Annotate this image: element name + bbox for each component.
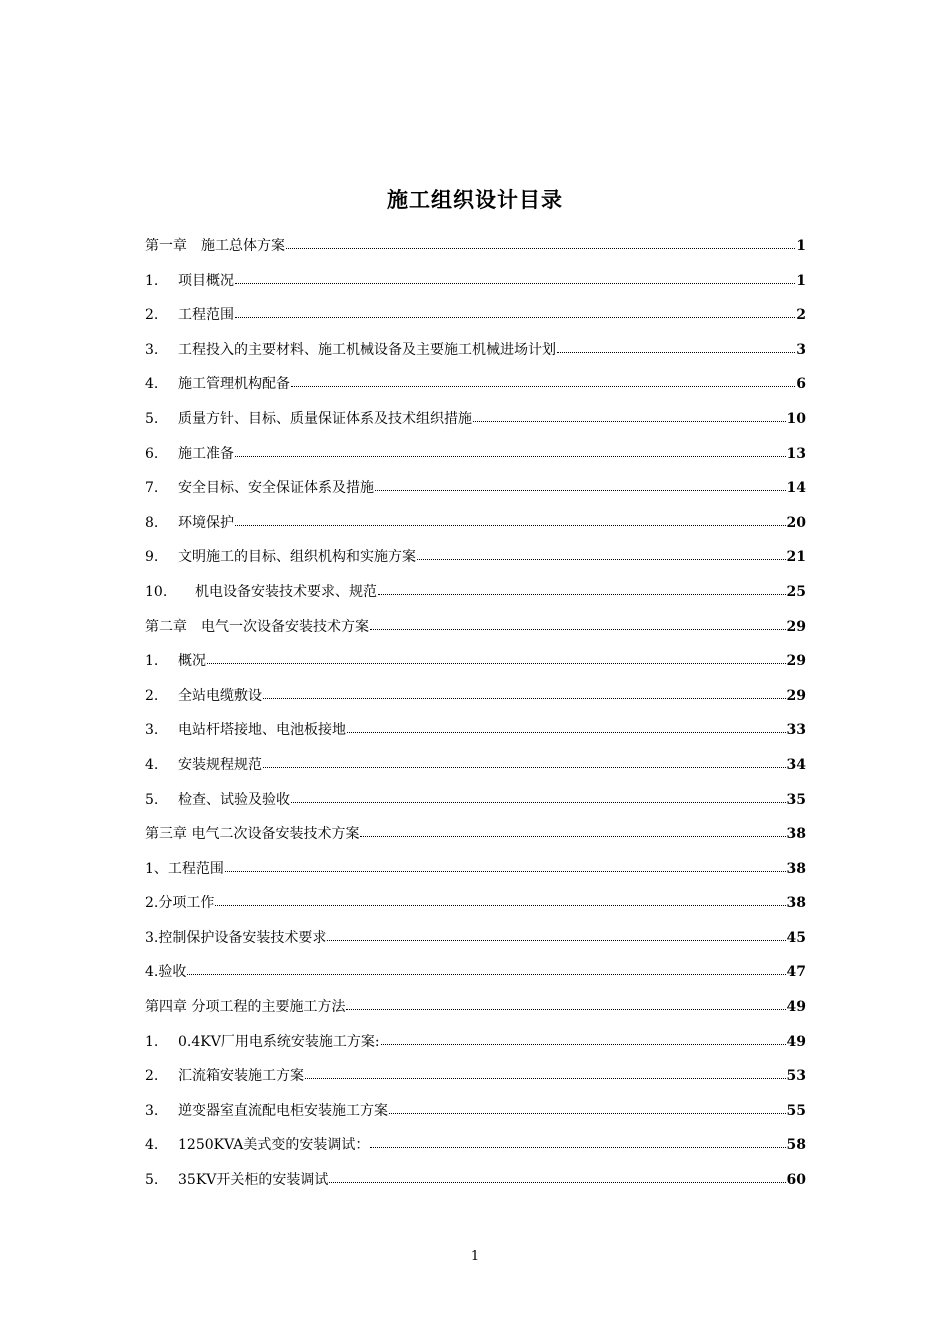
- toc-dot-leader: [347, 720, 786, 734]
- toc-entry-number: 5.: [145, 1172, 159, 1189]
- toc-dot-leader: [557, 340, 795, 354]
- table-of-contents: [145, 236, 806, 1205]
- toc-dot-leader: [329, 1170, 785, 1184]
- toc-entry-page: 29: [786, 653, 806, 670]
- toc-entry-number: 3.: [145, 341, 159, 358]
- toc-entry-page: 38: [786, 895, 806, 912]
- toc-entry-title: 35KV开关柜的安装调试: [178, 1172, 329, 1189]
- toc-entry-page: 49: [786, 999, 806, 1016]
- toc-entry[interactable]: [145, 824, 806, 859]
- toc-dot-leader: [263, 755, 786, 769]
- toc-entry[interactable]: [145, 547, 806, 582]
- toc-entry-title: 施工管理机构配备: [178, 376, 290, 393]
- toc-entry-title: 检查、试验及验收: [178, 791, 290, 808]
- toc-entry[interactable]: [145, 859, 806, 894]
- toc-entry-page: 33: [786, 722, 806, 739]
- toc-entry-number: 4.: [145, 756, 159, 773]
- toc-entry-title: 0.4KV厂用电系统安装施工方案:: [178, 1033, 380, 1050]
- toc-entry-number: 9.: [145, 549, 159, 566]
- toc-entry[interactable]: [145, 374, 806, 409]
- toc-entry-number: 3.: [145, 1102, 159, 1119]
- toc-entry-number: 1.: [145, 272, 159, 289]
- toc-entry[interactable]: [145, 444, 806, 479]
- toc-entry-page: 60: [786, 1172, 806, 1189]
- toc-entry[interactable]: [145, 997, 806, 1032]
- toc-dot-leader: [235, 305, 795, 319]
- toc-entry-number: 6.: [145, 445, 159, 462]
- toc-entry-page: 29: [786, 687, 806, 704]
- toc-entry[interactable]: [145, 1066, 806, 1101]
- toc-entry-page: 13: [786, 445, 806, 462]
- toc-entry-number: 2.: [145, 1068, 159, 1085]
- page-number: 1: [470, 1249, 480, 1264]
- toc-entry[interactable]: [145, 305, 806, 340]
- toc-dot-leader: [327, 928, 785, 942]
- toc-dot-leader: [291, 790, 786, 804]
- toc-entry[interactable]: [145, 340, 806, 375]
- toc-entry-page: 35: [786, 791, 806, 808]
- toc-entry-page: 55: [786, 1102, 806, 1119]
- toc-entry-page: 34: [786, 756, 806, 773]
- toc-entry[interactable]: [145, 1032, 806, 1067]
- toc-dot-leader: [215, 893, 785, 907]
- toc-entry-page: 49: [786, 1033, 806, 1050]
- toc-entry[interactable]: [145, 513, 806, 548]
- toc-entry-page: 45: [786, 929, 806, 946]
- toc-entry[interactable]: [145, 1170, 806, 1205]
- toc-entry-title: 第三章 电气二次设备安装技术方案: [145, 826, 360, 843]
- toc-entry[interactable]: [145, 962, 806, 997]
- toc-entry[interactable]: [145, 928, 806, 963]
- toc-dot-leader: [305, 1066, 786, 1080]
- toc-entry-page: 1: [796, 238, 806, 254]
- toc-entry-number: 7.: [145, 480, 159, 497]
- toc-dot-leader: [370, 1135, 785, 1149]
- toc-entry-title: 3.控制保护设备安装技术要求: [145, 929, 327, 946]
- toc-entry-number: 3.: [145, 722, 159, 739]
- toc-entry[interactable]: [145, 893, 806, 928]
- toc-dot-leader: [235, 271, 795, 285]
- toc-entry-title: 施工准备: [178, 445, 234, 462]
- toc-entry-title: 4.验收: [145, 964, 187, 981]
- toc-entry-title: 全站电缆敷设: [178, 687, 262, 704]
- toc-entry-title: 工程范围: [178, 307, 234, 324]
- toc-entry-number: 4.: [145, 376, 159, 393]
- toc-dot-leader: [286, 236, 795, 250]
- toc-entry-number: 10.: [145, 583, 168, 600]
- document-title: 施工组织设计目录: [387, 187, 563, 212]
- toc-entry-page: 47: [786, 964, 806, 981]
- toc-dot-leader: [375, 478, 786, 492]
- toc-entry-page: 21: [786, 549, 806, 566]
- toc-dot-leader: [187, 962, 785, 976]
- toc-dot-leader: [378, 582, 786, 596]
- toc-entry-page: 38: [786, 826, 806, 843]
- toc-entry-title: 文明施工的目标、组织机构和实施方案: [178, 549, 416, 566]
- toc-entry-page: 25: [786, 583, 806, 600]
- toc-entry-title: 电站杆塔接地、电池板接地: [178, 722, 346, 739]
- toc-entry-number: 1.: [145, 1033, 159, 1050]
- toc-entry-number: 4.: [145, 1137, 159, 1154]
- toc-entry[interactable]: [145, 720, 806, 755]
- toc-dot-leader: [263, 686, 786, 700]
- toc-entry-page: 14: [786, 480, 806, 497]
- toc-entry[interactable]: [145, 790, 806, 825]
- toc-entry-number: 2.: [145, 687, 159, 704]
- toc-entry[interactable]: [145, 582, 806, 617]
- toc-entry[interactable]: [145, 617, 806, 652]
- toc-entry-page: 10: [786, 410, 806, 427]
- toc-entry-number: 8.: [145, 514, 159, 531]
- toc-entry-number: 1.: [145, 653, 159, 670]
- toc-dot-leader: [346, 997, 785, 1011]
- toc-entry[interactable]: [145, 1101, 806, 1136]
- toc-entry[interactable]: [145, 755, 806, 790]
- toc-entry-title: 概况: [178, 653, 206, 670]
- toc-entry[interactable]: [145, 236, 806, 271]
- toc-dot-leader: [207, 651, 786, 665]
- toc-entry-page: 6: [796, 376, 806, 393]
- toc-dot-leader: [360, 824, 785, 838]
- toc-entry-page: 1: [796, 272, 806, 289]
- toc-entry-page: 3: [796, 341, 806, 358]
- toc-entry-number: 5.: [145, 791, 159, 808]
- toc-entry-title: 2.分项工作: [145, 895, 215, 912]
- toc-entry-title: 逆变器室直流配电柜安装施工方案: [178, 1102, 388, 1119]
- toc-dot-leader: [235, 444, 786, 458]
- toc-entry-title: 机电设备安装技术要求、规范: [195, 583, 377, 600]
- toc-entry-title: 安全目标、安全保证体系及措施: [178, 480, 374, 497]
- toc-entry-title: 1、工程范围: [145, 860, 224, 877]
- toc-dot-leader: [381, 1032, 786, 1046]
- toc-entry-page: 20: [786, 514, 806, 531]
- toc-entry[interactable]: [145, 478, 806, 513]
- toc-dot-leader: [473, 409, 786, 423]
- toc-dot-leader: [235, 513, 786, 527]
- toc-entry-title: 汇流箱安装施工方案: [178, 1068, 304, 1085]
- toc-entry-page: 2: [796, 307, 806, 324]
- toc-dot-leader: [291, 374, 795, 388]
- toc-entry-title: 第二章 电气一次设备安装技术方案: [145, 618, 369, 635]
- toc-entry-page: 58: [786, 1137, 806, 1154]
- toc-entry[interactable]: [145, 271, 806, 306]
- toc-entry[interactable]: [145, 409, 806, 444]
- toc-entry-title: 第四章 分项工程的主要施工方法: [145, 999, 346, 1016]
- toc-dot-leader: [389, 1101, 786, 1115]
- toc-dot-leader: [370, 617, 786, 631]
- toc-entry-title: 环境保护: [178, 514, 234, 531]
- toc-entry-page: 38: [786, 860, 806, 877]
- toc-entry[interactable]: [145, 651, 806, 686]
- toc-entry-number: 2.: [145, 307, 159, 324]
- toc-entry-title: 质量方针、目标、质量保证体系及技术组织措施: [178, 410, 472, 427]
- toc-entry-number: 5.: [145, 410, 159, 427]
- toc-entry-title: 安装规程规范: [178, 756, 262, 773]
- toc-entry-title: 工程投入的主要材料、施工机械设备及主要施工机械进场计划: [178, 341, 556, 358]
- toc-dot-leader: [417, 547, 786, 561]
- toc-entry-page: 53: [786, 1068, 806, 1085]
- toc-entry-page: 29: [786, 618, 806, 635]
- toc-entry-title: 1250KVA美式变的安装调试：: [178, 1137, 370, 1154]
- toc-entry-title: 第一章 施工总体方案: [145, 238, 285, 254]
- toc-entry-title: 项目概况: [178, 272, 234, 289]
- toc-dot-leader: [225, 859, 786, 873]
- toc-entry[interactable]: [145, 1135, 806, 1170]
- toc-entry[interactable]: [145, 686, 806, 721]
